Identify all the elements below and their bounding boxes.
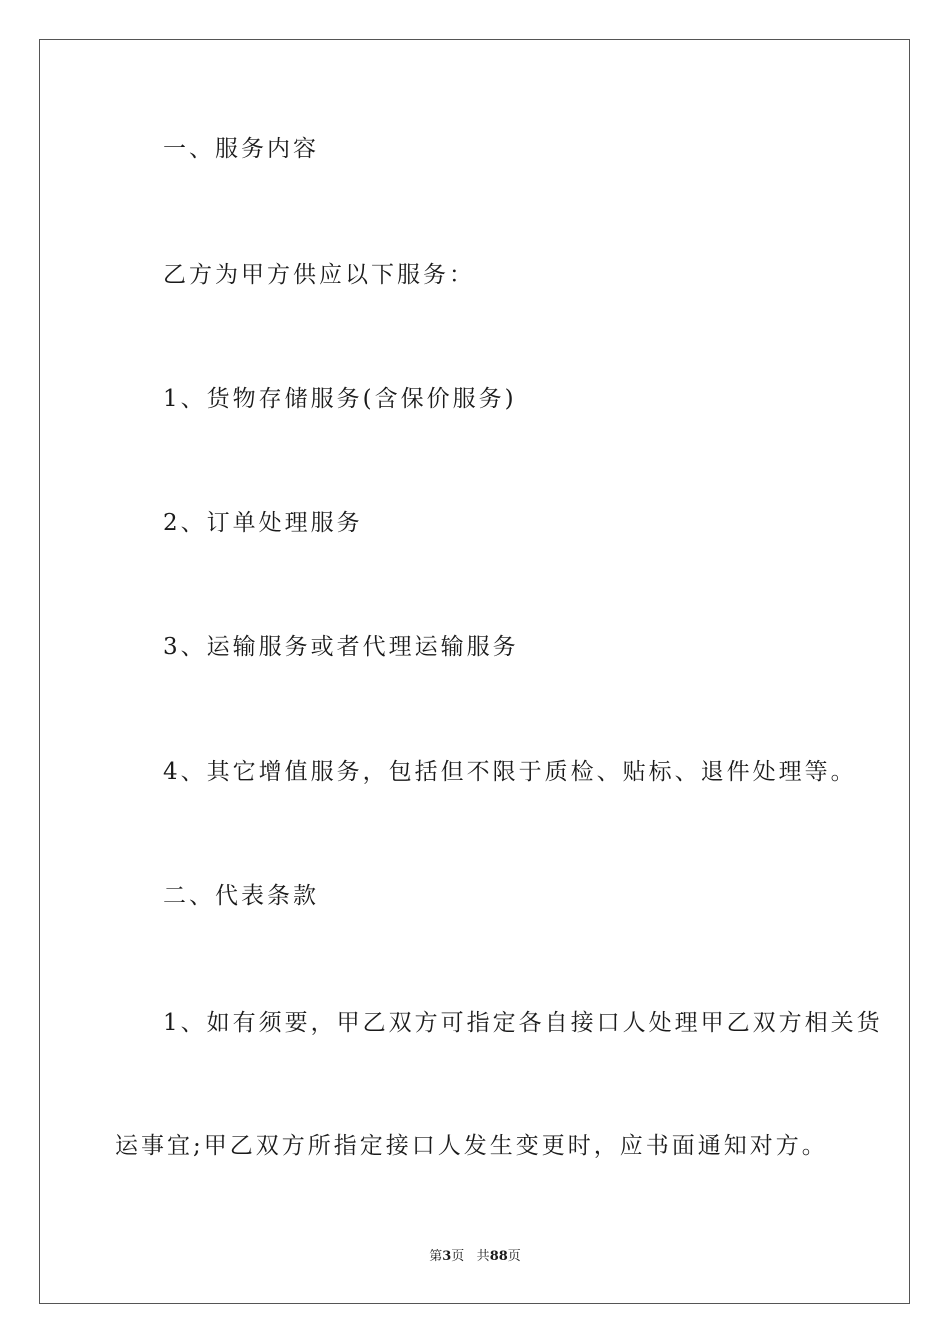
list-item-transport: 3、运输服务或者代理运输服务 [163, 634, 519, 660]
footer-page-number: 3 [442, 1249, 452, 1264]
page-border [39, 39, 910, 1304]
section-heading-service-content: 一、服务内容 [163, 136, 319, 162]
footer-total-pages: 88 [489, 1249, 508, 1264]
footer-page-suffix: 页 [451, 1249, 465, 1264]
footer-total-prefix: 共 [476, 1249, 490, 1264]
section-heading-representative-terms: 二、代表条款 [163, 883, 319, 909]
page-footer [0, 1250, 950, 1263]
paragraph-contact-line-2: 运事宜;甲乙双方所指定接口人发生变更时，应书面通知对方。 [115, 1133, 828, 1159]
footer-prefix: 第 [429, 1249, 443, 1264]
paragraph-contact-line-1: 1、如有须要，甲乙双方可指定各自接口人处理甲乙双方相关货 [163, 1010, 883, 1036]
paragraph-service-intro: 乙方为甲方供应以下服务： [163, 262, 475, 288]
list-item-storage: 1、货物存储服务(含保价服务) [163, 386, 517, 412]
footer-total-suffix: 页 [507, 1249, 521, 1264]
list-item-value-added: 4、其它增值服务，包括但不限于质检、贴标、退件处理等。 [163, 759, 857, 785]
list-item-order-processing: 2、订单处理服务 [163, 510, 363, 536]
